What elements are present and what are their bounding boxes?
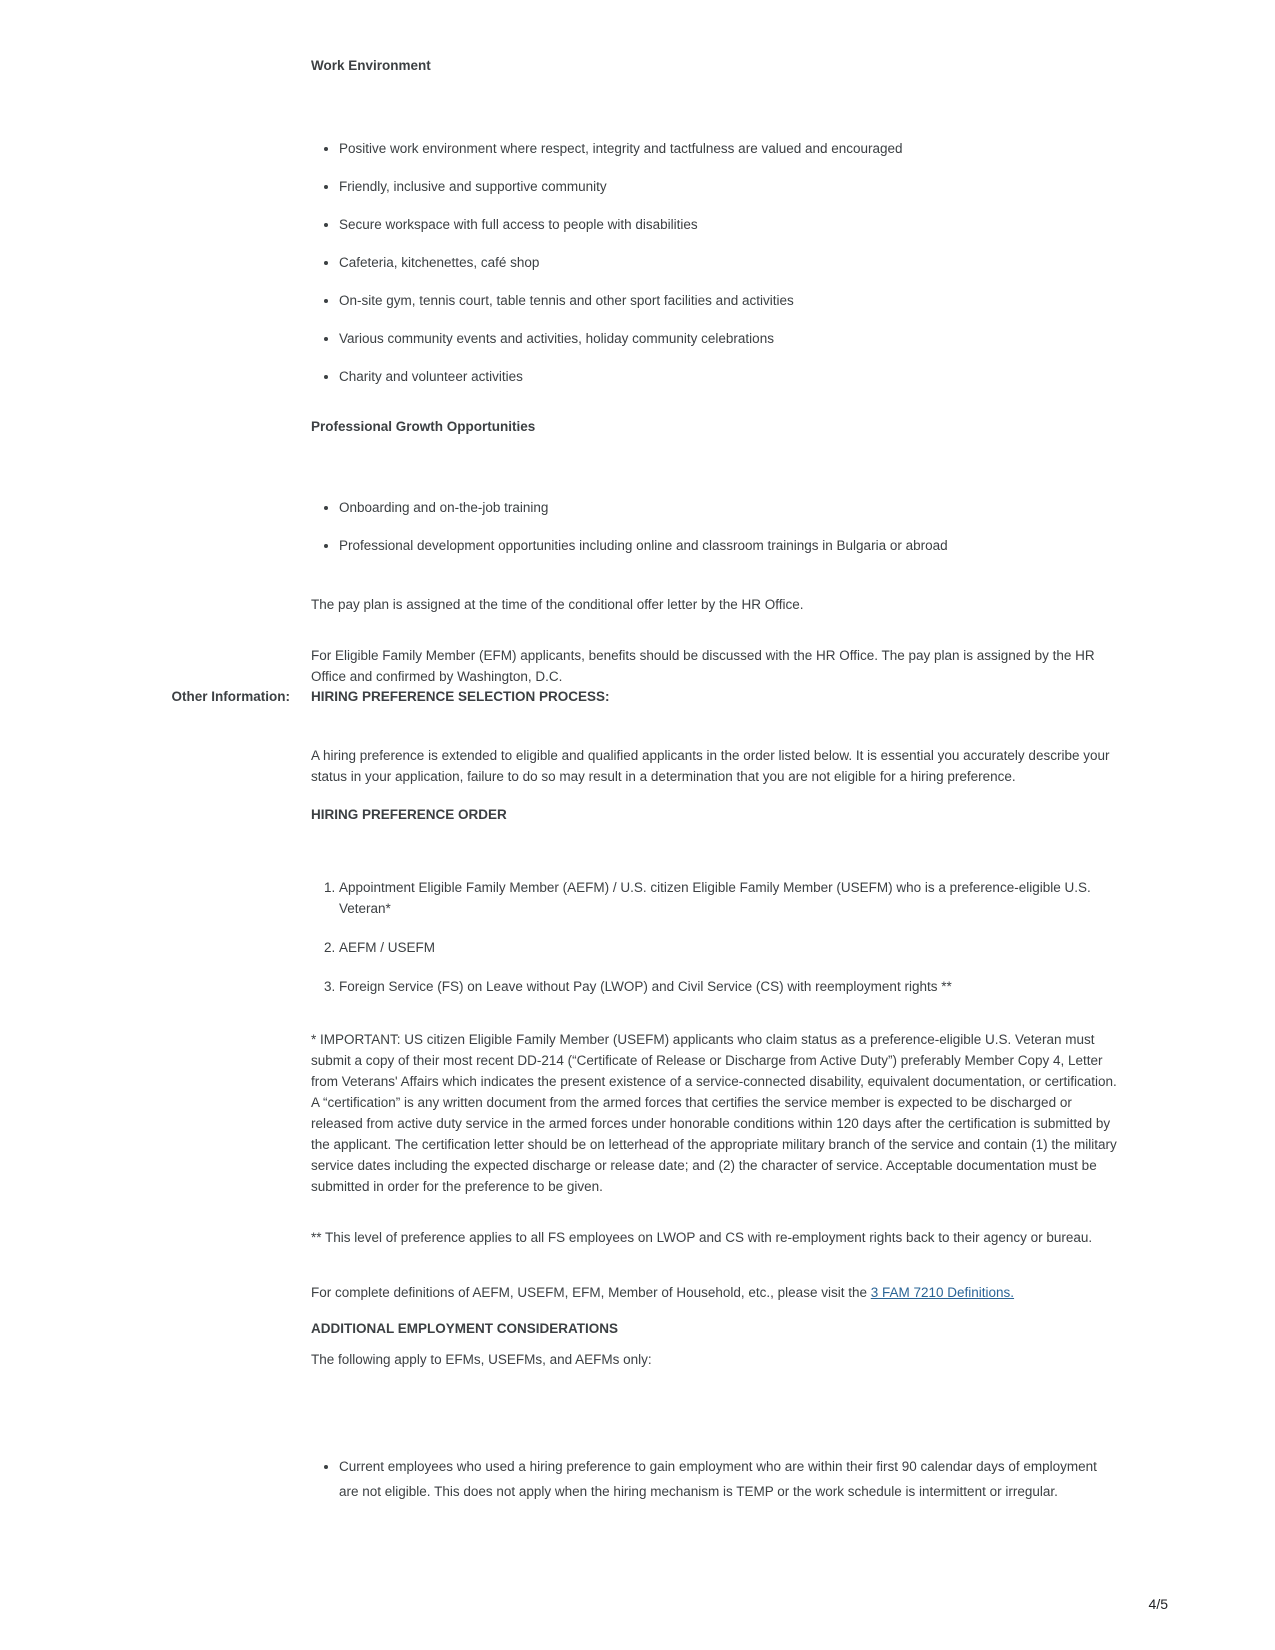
list-item: • Onboarding and on-the-job training — [339, 497, 1117, 518]
hiring-preference-order-heading: HIRING PREFERENCE ORDER — [311, 807, 507, 822]
definitions-text: For complete definitions of AEFM, USEFM, EFM, Member of Household, etc., please visit the — [311, 1285, 867, 1300]
important-note-paragraph: * IMPORTANT: US citizen Eligible Family Member (USEFM) applicants who claim status as a preference-eligible U.S. Veteran must submit a copy of their most recent DD-214 (“Certificate of Release or Discharge from Active Duty”) preferably Member Copy 4, Letter from Veterans' Affairs which indicates the present existence of a service-connected disability, equivalent documentation, or certification. A “certification” is any written document from the armed forces that certifies the service member is expected to be discharged or released from active duty service in the armed forces under honorable conditions within 120 days after the certification is submitted by the applicant. The certification letter should be on letterhead of the appropriate military branch of the service and contain (1) the military service dates including the expected discharge or release date; and (2) the character of service. Acceptable documentation must be submitted in order for the preference to be given. — [311, 1032, 1117, 1194]
additional-considerations-list — [311, 1454, 1117, 1504]
job-posting-content — [171, 56, 1117, 1504]
list-item: 3. Foreign Service (FS) on Leave without Pay (LWOP) and Civil Service (CS) with reemployment rights ** — [339, 976, 1117, 997]
professional-growth-list — [311, 497, 1117, 556]
list-item: • Charity and volunteer activities — [339, 366, 1117, 387]
list-item: • Secure workspace with full access to people with disabilities — [339, 214, 1117, 235]
additional-intro-paragraph: The following apply to EFMs, USEFMs, and AEFMs only: — [311, 1352, 652, 1367]
page-number: 4/5 — [1148, 1596, 1168, 1612]
work-environment-heading: Work Environment — [311, 58, 431, 73]
fam-7210-definitions-link[interactable]: 3 FAM 7210 Definitions. — [870, 1285, 1015, 1300]
hiring-preference-order-list — [311, 877, 1117, 997]
list-item: • Various community events and activities, holiday community celebrations — [339, 328, 1117, 349]
pay-plan-paragraph: The pay plan is assigned at the time of the conditional offer letter by the HR Office. — [311, 597, 804, 612]
list-item: 1. Appointment Eligible Family Member (AEFM) / U.S. citizen Eligible Family Member (USEFM) who is a preference-eligible U.S. Veteran* — [339, 877, 1117, 919]
double-star-note-paragraph: ** This level of preference applies to all FS employees on LWOP and CS with re-employment rights back to their agency or bureau. — [311, 1230, 1093, 1245]
list-item: • Friendly, inclusive and supportive community — [339, 176, 1117, 197]
definitions-paragraph — [311, 1282, 1117, 1303]
list-item: • Cafeteria, kitchenettes, café shop — [339, 252, 1117, 273]
list-item: 2. AEFM / USEFM — [339, 937, 1117, 958]
professional-growth-heading: Professional Growth Opportunities — [311, 419, 536, 434]
list-item: • Professional development opportunities including online and classroom trainings in Bulgaria or abroad — [339, 535, 1117, 556]
hiring-preference-intro-paragraph: A hiring preference is extended to eligible and qualified applicants in the order listed below. It is essential you accurately describe your status in your application, failure to do so may result in a determination that you are not eligible for a hiring preference. — [311, 748, 1110, 784]
list-item: • Positive work environment where respect, integrity and tactfulness are valued and encouraged — [339, 138, 1117, 159]
work-environment-list — [311, 138, 1117, 387]
list-item: • On-site gym, tennis court, table tennis and other sport facilities and activities — [339, 290, 1117, 311]
other-information-label: Other Information: — [171, 689, 290, 704]
additional-employment-heading: ADDITIONAL EMPLOYMENT CONSIDERATIONS — [311, 1321, 619, 1336]
efm-benefits-paragraph: For Eligible Family Member (EFM) applicants, benefits should be discussed with the HR Office. The pay plan is assigned by the HR Office and confirmed by Washington, D.C. — [311, 648, 1095, 684]
other-information-row — [171, 687, 1117, 707]
list-item: • Current employees who used a hiring preference to gain employment who are within their first 90 calendar days of employment are not eligible. This does not apply when the hiring mechanism is TEMP or the work schedule is intermittent or irregular. — [339, 1454, 1117, 1504]
hiring-preference-process-heading: HIRING PREFERENCE SELECTION PROCESS: — [311, 689, 610, 704]
